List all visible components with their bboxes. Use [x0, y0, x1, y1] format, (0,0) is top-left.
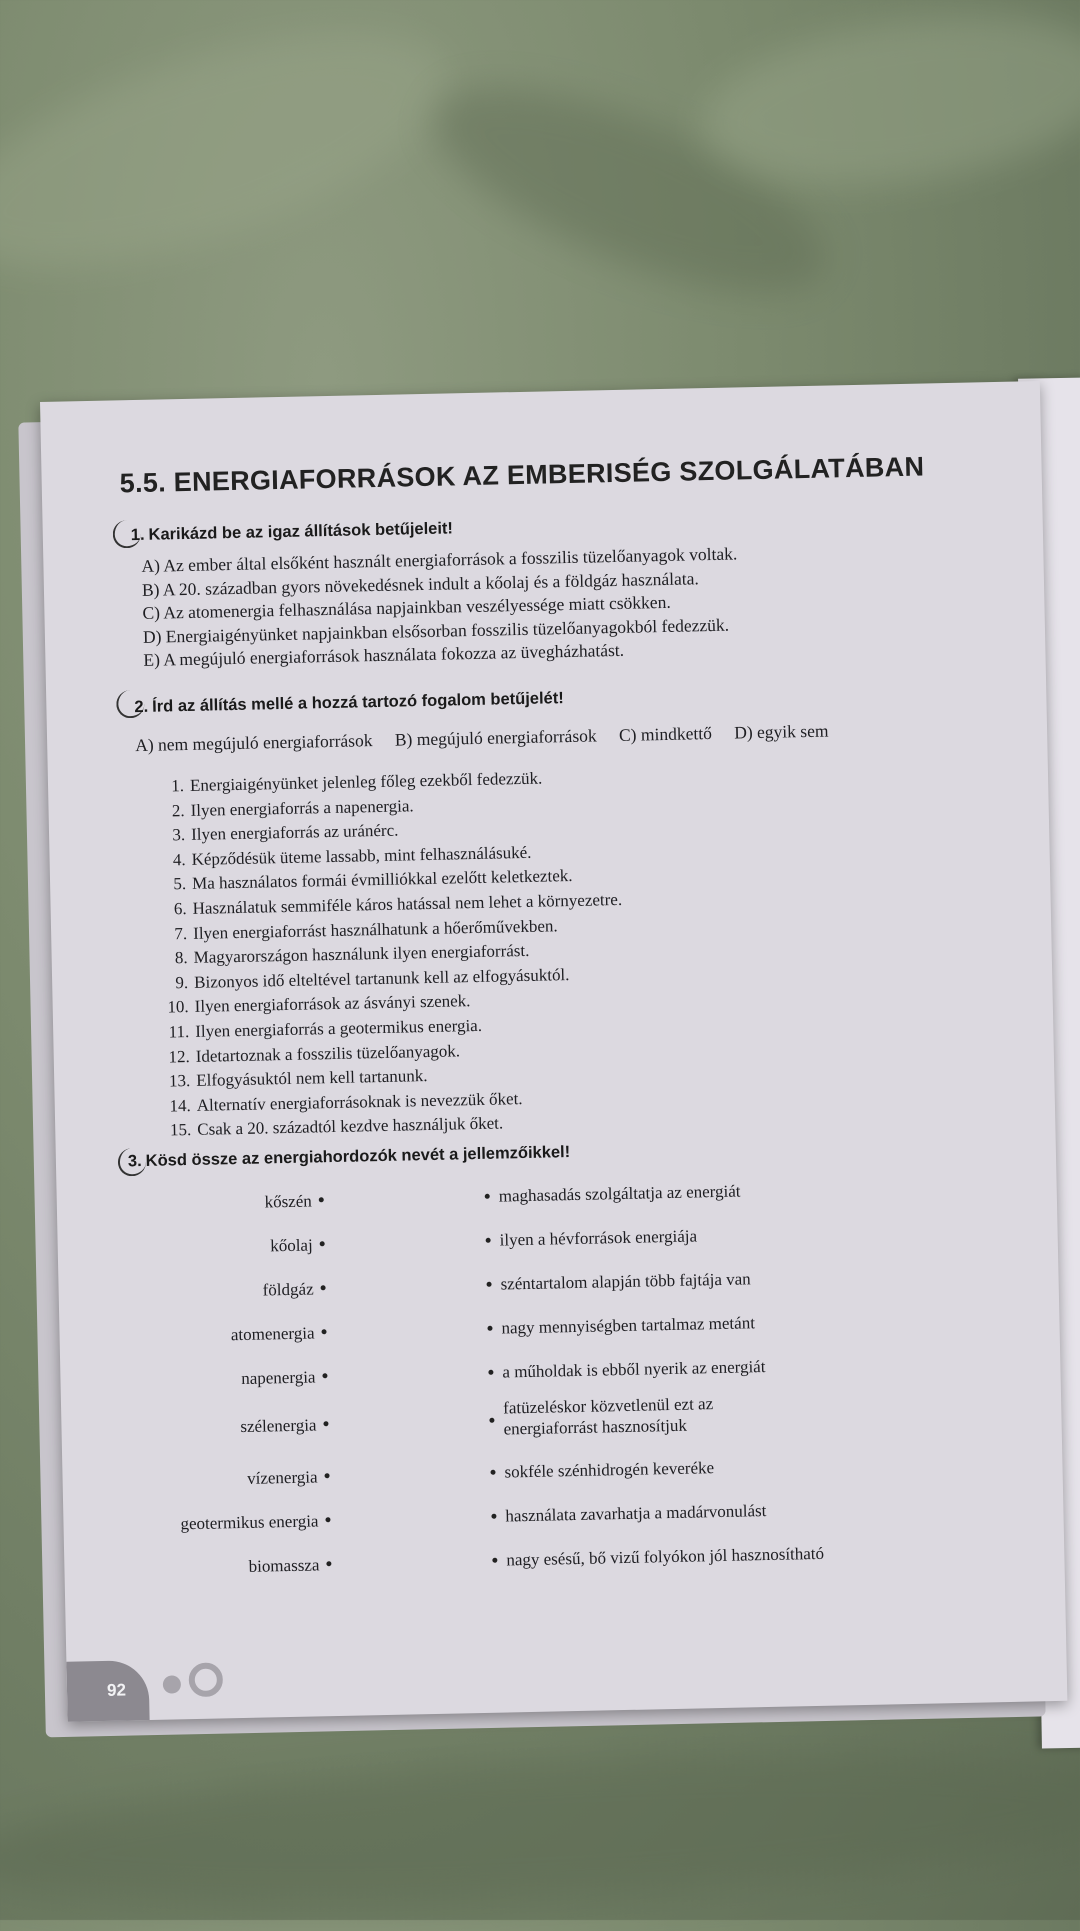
characteristic-label: maghasadás szolgáltatja az energiát [498, 1181, 741, 1206]
workbook-page [40, 381, 1067, 1722]
statement-number: 3. [172, 825, 186, 845]
statement-number: 4. [172, 849, 186, 870]
characteristic-label: a műholdak is ebből nyerik az energiát [502, 1357, 766, 1382]
statement-number: 11. [168, 1021, 190, 1042]
task2-instruction [134, 689, 564, 717]
statement-number: 10. [167, 997, 189, 1017]
statement-text: Képződésük üteme lassabb, mint felhasználásuké. [191, 842, 532, 869]
characteristic-label: ilyen a hévforrások energiája [499, 1226, 698, 1250]
statement-text: Ilyen energiaforrás az uránérc. [190, 820, 399, 845]
right-connector-dot[interactable] [487, 1282, 492, 1287]
left-connector-dot[interactable] [326, 1561, 331, 1566]
task2-number: 2. [134, 697, 149, 717]
left-connector-dot[interactable] [320, 1241, 325, 1246]
statement-number: 15. [169, 1120, 192, 1140]
right-connector-dot[interactable] [488, 1370, 493, 1375]
fabric-fold [0, 0, 475, 316]
left-connector-dot[interactable] [319, 1197, 324, 1202]
statement-number: 8. [174, 948, 188, 968]
left-connector-dot[interactable] [321, 1285, 326, 1290]
task1-instruction-text: Karikázd be az igaz állítások betűjeleit! [148, 519, 454, 544]
statement-text: Magyarországon használunk ilyen energiaforrást. [193, 941, 530, 968]
right-connector-dot[interactable] [491, 1514, 496, 1519]
energy-source-label: atomenergia [230, 1323, 315, 1345]
characteristic-label: használata zavarhatja a madárvonulást [505, 1501, 767, 1526]
task1-option[interactable]: B) A 20. században gyors növekedésnek indult a kőolaj és a földgáz használata. [141, 567, 699, 600]
page-number-tab [66, 1660, 149, 1722]
matching-exercise [57, 1176, 1057, 1576]
task2-statements [156, 765, 627, 1144]
left-connector-dot[interactable] [323, 1421, 328, 1426]
fabric-fold [0, 1729, 1080, 1931]
statement-text: Energiaigényünket jelenleg főleg ezekből fedezzük. [189, 768, 543, 795]
statement-text: Csak a 20. századtól kezdve használjuk őket. [197, 1113, 504, 1140]
statement-number: 6. [173, 899, 187, 919]
left-connector-dot[interactable] [325, 1517, 330, 1522]
page-title: 5.5. ENERGIAFORRÁSOK AZ EMBERISÉG SZOLGÁLATÁBAN [119, 451, 925, 499]
task1-options [141, 542, 739, 672]
statement-number: 2. [171, 800, 185, 820]
decorative-ring [188, 1662, 223, 1697]
energy-source-label: kőolaj [270, 1235, 313, 1256]
decorative-dot [163, 1675, 181, 1693]
category-label: C) mindkettő [618, 723, 713, 745]
left-connector-dot[interactable] [321, 1329, 326, 1334]
energy-source-label: földgáz [262, 1279, 314, 1300]
characteristic-label: széntartalom alapján több fajtája van [500, 1269, 751, 1294]
task1-option[interactable]: E) A megújuló energiaforrások használata fokozza az üvegházhatást. [143, 639, 625, 670]
characteristic-label: sokféle szénhidrogén keveréke [504, 1458, 715, 1482]
task2-instruction-text: Írd az állítás mellé a hozzá tartozó fogalom betűjelét! [151, 689, 564, 716]
characteristic-label: nagy esésű, bő vizű folyókon jól hasznosítható [506, 1543, 825, 1570]
left-connector-dot[interactable] [324, 1473, 329, 1478]
task3-number: 3. [127, 1152, 142, 1171]
characteristic-label: nagy mennyiségben tartalmaz metánt [501, 1313, 756, 1338]
task1-option[interactable]: A) Az ember által elsőként használt energiaforrások a fosszilis tüzelőanyagok voltak. [141, 543, 738, 576]
task3-instruction [128, 1143, 571, 1171]
right-connector-dot[interactable] [487, 1326, 492, 1331]
right-connector-dot[interactable] [485, 1194, 490, 1199]
right-connector-dot[interactable] [486, 1238, 491, 1243]
statement-number: 14. [169, 1095, 191, 1116]
statement-text: Ilyen energiaforrást használhatunk a hőerőművekben. [192, 915, 558, 943]
right-connector-dot[interactable] [492, 1558, 497, 1563]
statement-text: Használatuk semmiféle káros hatással nem lehet a környezetre. [192, 889, 623, 918]
statement-text: Alternatív energiaforrásoknak is nevezzük őket. [196, 1088, 523, 1115]
statement-text: Idetartoznak a fosszilis tüzelőanyagok. [195, 1040, 461, 1066]
statement-number: 12. [168, 1046, 190, 1066]
statement-text: Bizonyos idő elteltével tartanunk kell az elfogyásuktól. [193, 964, 570, 992]
task3-instruction-text: Kösd össze az energiahordozók nevét a jellemzőikkel! [145, 1143, 571, 1170]
statement-number: 1. [171, 776, 185, 796]
category-label: B) megújuló energiaforrások [394, 725, 597, 750]
energy-source-label: napenergia [241, 1367, 316, 1388]
energy-source-label: geotermikus energia [180, 1511, 319, 1534]
category-label: A) nem megújuló energiaforrások [134, 730, 373, 756]
energy-source-label: vízenergia [246, 1467, 318, 1488]
energy-source-label: kőszén [264, 1191, 312, 1212]
characteristic-label: fatüzeléskor közvetlenül ezt az energiaforrást hasznosítjuk [502, 1394, 714, 1439]
task2-categories [135, 720, 847, 756]
statement-text: Ilyen energiaforrás a geotermikus energia. [195, 1015, 483, 1041]
statement-number: 9. [175, 972, 189, 993]
category-label: D) egyik sem [733, 720, 829, 743]
energy-source-label: szélenergia [240, 1415, 317, 1437]
task1-option[interactable]: D) Energiaigényünket napjainkban elsősorban fosszilis tüzelőanyagokból fedezzük. [142, 614, 730, 647]
statement-number: 13. [168, 1071, 191, 1091]
page-number: 92 [106, 1680, 127, 1700]
statement-text: Ma használatos formái évmilliókkal ezelőtt keletkeztek. [191, 866, 573, 894]
statement-text: Elfogyásuktól nem kell tartanunk. [196, 1066, 428, 1090]
statement-number: 7. [174, 923, 188, 943]
task1-option[interactable]: C) Az atomenergia felhasználása napjainkban veszélyessége miatt csökken. [142, 591, 671, 623]
task1-number: 1. [130, 525, 145, 545]
energy-source-label: biomassza [248, 1555, 320, 1576]
statement-text: Ilyen energiaforrás a napenergia. [190, 795, 414, 820]
right-connector-dot[interactable] [490, 1470, 495, 1475]
left-connector-dot[interactable] [322, 1373, 327, 1378]
task1-instruction [131, 519, 454, 545]
statement-number: 5. [173, 874, 187, 894]
right-connector-dot[interactable] [489, 1418, 494, 1423]
statement-text: Ilyen energiaforrások az ásványi szenek. [194, 991, 471, 1017]
